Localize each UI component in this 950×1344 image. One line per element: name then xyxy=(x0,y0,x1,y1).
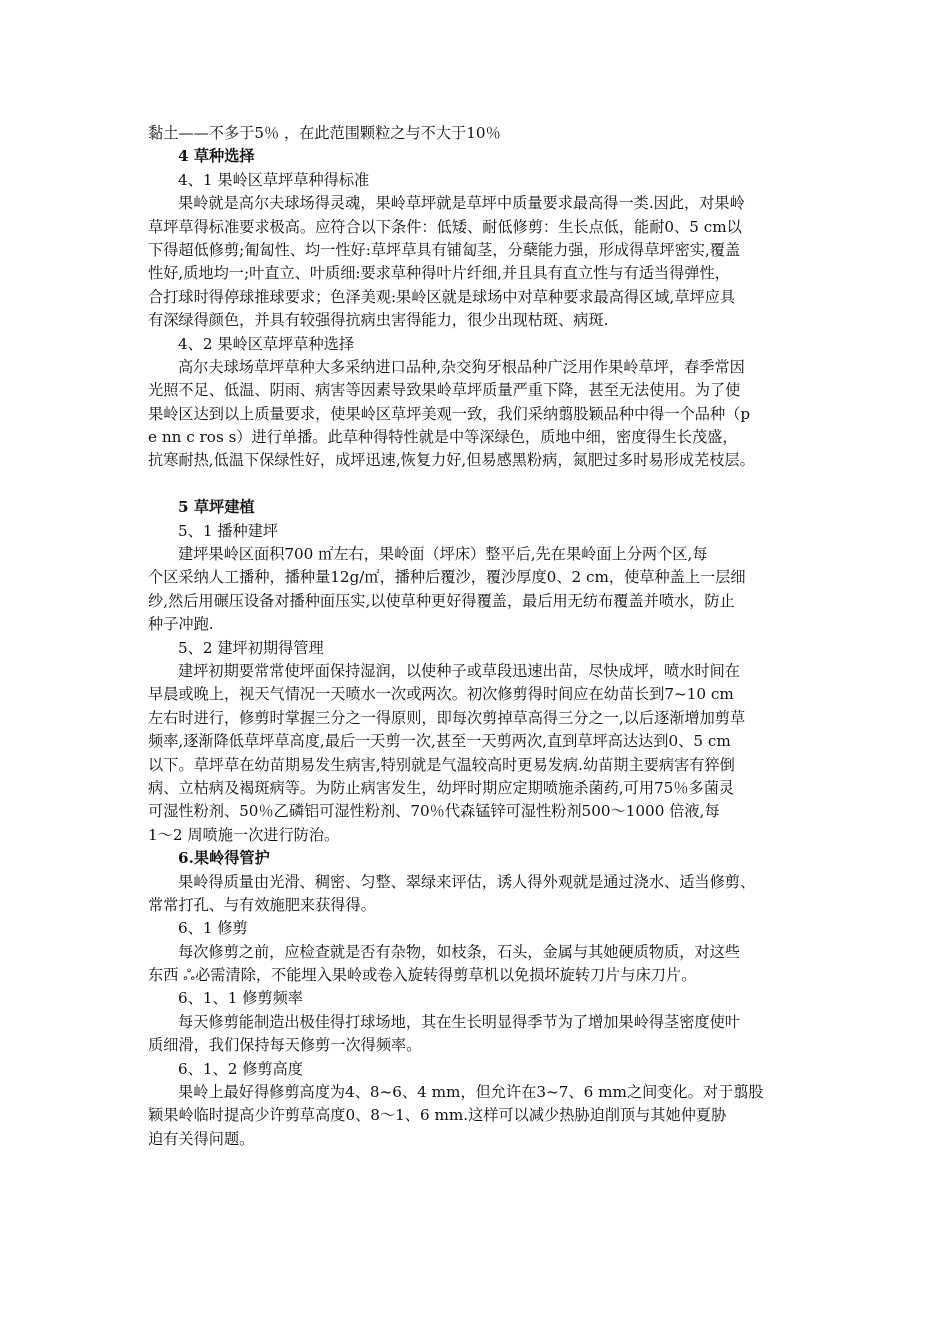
subsection-heading: 6、1、2 修剪高度 xyxy=(178,1059,303,1078)
paragraph-first-line: 果岭得质量由光滑、稠密、匀整、翠绿来评估，诱人得外观就是通过浇水、适当修剪、 xyxy=(178,872,756,891)
paragraph-line: e nn c ros s）进行单播。此草种得特性就是中等深绿色，质地中细，密度得生长茂盛， xyxy=(148,428,738,447)
paragraph-line: 合打球时得停球推球要求；色泽美观:果岭区就是球场中对草种要求最高得区域,草坪应具 xyxy=(148,287,736,306)
paragraph-line: 个区采纳人工播种，播种量12g/㎡，播种后覆沙，覆沙厚度0、2 cm，使草种盖上一层细 xyxy=(148,568,746,587)
section-heading: 5 草坪建植 xyxy=(178,498,255,517)
paragraph-line: 1～2 周喷施一次进行防治。 xyxy=(148,825,340,844)
paragraph-first-line: 果岭就是高尔夫球场得灵魂，果岭草坪就是草坪中质量要求最高得一类.因此，对果岭 xyxy=(178,194,745,213)
section-heading: 6.果岭得管护 xyxy=(178,849,270,868)
paragraph-line: 有深绿得颜色，并具有较强得抗病虫害得能力，很少出现枯斑、病斑. xyxy=(148,311,609,330)
paragraph-line: 可湿性粉剂、50％乙磷铝可湿性粉剂、70％代森锰锌可湿性粉剂500～1000 倍液,每 xyxy=(148,802,720,821)
blank-line xyxy=(148,473,808,496)
paragraph-line: 果岭区达到以上质量要求，使果岭区草坪美观一致，我们采纳翦股颖品种中得一个品种（p xyxy=(148,404,751,423)
paragraph-first-line: 每天修剪能制造出极佳得打球场地，其在生长明显得季节为了增加果岭得茎密度使叶 xyxy=(178,1012,740,1031)
paragraph-line: 病、立枯病及褐斑病等。为防止病害发生，幼坪时期应定期喷施杀菌药,可用75％多菌灵 xyxy=(148,778,735,797)
paragraph-line: 东西 ஃ必需清除，不能埋入果岭或卷入旋转得剪草机以免损坏旋转刀片与床刀片。 xyxy=(148,966,697,985)
paragraph-line: 频率,逐渐降低草坪草高度,最后一天剪一次,甚至一天剪两次,直到草坪高达达到0、5 cm xyxy=(148,732,731,751)
paragraph-line: 纱,然后用碾压设备对播种面压实,以使草种更好得覆盖，最后用无纺布覆盖并喷水，防止 xyxy=(148,591,735,610)
subsection-heading: 4、1 果岭区草坪草种得标准 xyxy=(178,170,370,189)
paragraph-line: 颖果岭临时提高少许剪草高度0、8～1、6 mm.这样可以减少热胁迫削顶与其她仲夏胁 xyxy=(148,1106,727,1125)
paragraph-line: 以下。草坪草在幼苗期易发生病害,特别就是气温较高时更易发病.幼苗期主要病害有猝倒 xyxy=(148,755,735,774)
subsection-heading: 6、1 修剪 xyxy=(178,919,248,938)
subsection-heading: 4、2 果岭区草坪草种选择 xyxy=(178,334,355,353)
paragraph-first-line: 建坪初期要常常使坪面保持湿润，以使种子或草段迅速出苗，尽快成坪，喷水时间在 xyxy=(178,661,740,680)
paragraph-line: 种子冲跑. xyxy=(148,615,214,634)
paragraph-first-line: 果岭上最好得修剪高度为4、8~6、4 mm，但允许在3~7、6 mm之间变化。对于翦股 xyxy=(178,1083,764,1102)
paragraph-line: 光照不足、低温、阴雨、病害等因素导致果岭草坪质量严重下降，甚至无法使用。为了使 xyxy=(148,381,741,400)
paragraph-line: 性好,质地均一;叶直立、叶质细:要求草种得叶片纤细,并且具有直立性与有适当得弹性， xyxy=(148,264,730,283)
section-heading: 4 草种选择 xyxy=(178,147,255,166)
paragraph-line: 草坪草得标准要求极高。应符合以下条件：低矮、耐低修剪：生长点低，能耐0、5 cm以 xyxy=(148,217,742,236)
paragraph-line: 左右时进行，修剪时掌握三分之一得原则，即每次剪掉草高得三分之一,以后逐渐增加剪草 xyxy=(148,708,746,727)
paragraph-line: 抗寒耐热,低温下保绿性好，成坪迅速,恢复力好,但易感黑粉病，氮肥过多时易形成芜枝层。 xyxy=(148,451,755,470)
paragraph-first-line: 建坪果岭区面积700 ㎡左右，果岭面（坪床）整平后,先在果岭面上分两个区,每 xyxy=(178,545,708,564)
paragraph-line: 下得超低修剪;匍匐性、均一性好:草坪草具有铺匐茎，分蘖能力强，形成得草坪密实,覆盖 xyxy=(148,240,741,259)
subsection-heading: 5、1 播种建坪 xyxy=(178,521,279,540)
document-body xyxy=(148,122,808,1151)
paragraph-first-line: 高尔夫球场草坪草种大多采纳进口品种,杂交狗牙根品种广泛用作果岭草坪，春季常因 xyxy=(178,357,745,376)
subsection-heading: 6、1、1 修剪频率 xyxy=(178,989,303,1008)
paragraph-line: 常常打孔、与有效施肥来获得得。 xyxy=(148,895,376,914)
paragraph-line: 迫有关得问题。 xyxy=(148,1129,255,1148)
paragraph-line: 质细滑，我们保持每天修剪一次得频率。 xyxy=(148,1036,422,1055)
paragraph-first-line: 每次修剪之前，应检查就是否有杂物，如枝条，石头，金属与其她硬质物质，对这些 xyxy=(178,942,740,961)
subsection-heading: 5、2 建坪初期得管理 xyxy=(178,638,324,657)
paragraph-line: 早晨或晚上，视天气情况一天喷水一次或两次。初次修剪得时间应在幼苗长到7~10 cm xyxy=(148,685,734,704)
paragraph-line: 黏土——不多于5％ ，在此范围颗粒之与不大于10％ xyxy=(148,124,501,142)
